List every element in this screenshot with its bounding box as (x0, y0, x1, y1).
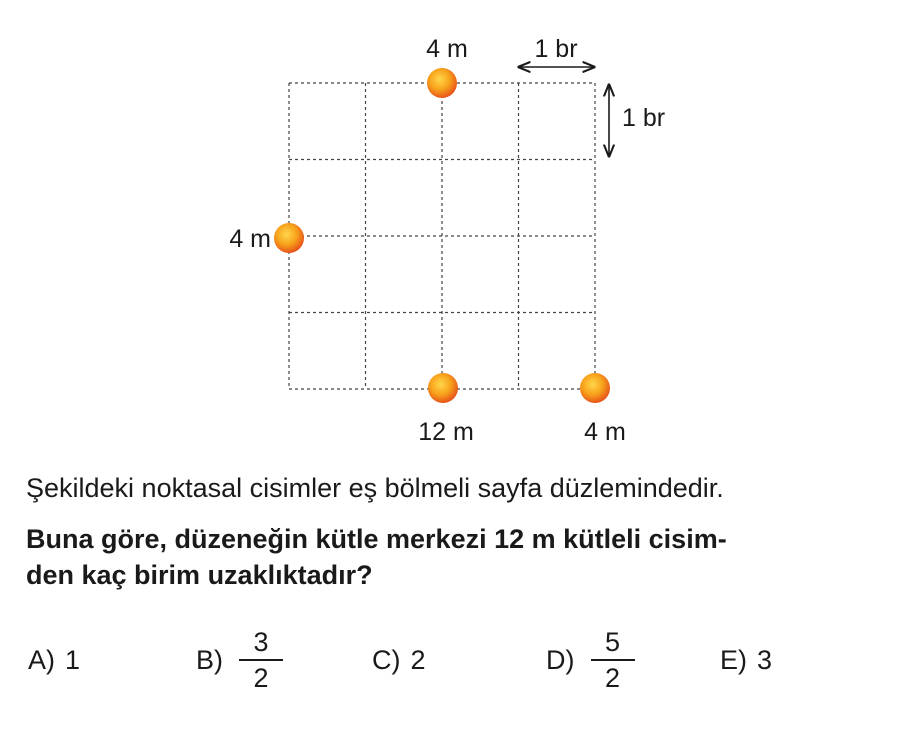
option-letter: A) (28, 644, 55, 675)
option-letter: D) (546, 644, 575, 675)
option-value: 3 (757, 644, 773, 675)
fraction-denominator: 2 (253, 663, 269, 693)
answer-options (0, 620, 899, 700)
option-a[interactable] (28, 620, 80, 700)
option-fraction (591, 627, 635, 693)
mass-ball (274, 223, 304, 253)
fraction-numerator: 3 (253, 627, 269, 657)
mass-left (229, 223, 304, 253)
option-letter: E) (720, 644, 747, 675)
option-c[interactable] (372, 620, 426, 700)
mass-top (426, 35, 468, 98)
option-value: 2 (410, 644, 426, 675)
mass-label: 4 m (229, 225, 271, 253)
mass-label: 4 m (584, 418, 626, 446)
question-line-2: den kaç birim uzaklıktadır? (26, 560, 373, 590)
question-line-1: Buna göre, düzeneğin kütle merkezi 12 m kütleli cisim- (26, 524, 727, 554)
problem-statement: Şekildeki noktasal cisimler eş bölmeli sayfa düzlemindedir. (26, 473, 724, 503)
vertical-scale-label: 1 br (622, 104, 666, 132)
option-fraction (239, 627, 283, 693)
mass-label: 12 m (418, 418, 474, 446)
vertical-unit-scale (609, 85, 665, 156)
option-b[interactable] (196, 620, 283, 700)
mass-ball (427, 68, 457, 98)
mass-bottom-center (418, 373, 474, 446)
mass-bottom-right (580, 373, 626, 446)
mass-ball (428, 373, 458, 403)
fraction-numerator: 5 (604, 627, 621, 657)
option-letter: B) (196, 644, 223, 675)
mass-ball (580, 373, 610, 403)
horizontal-scale-label: 1 br (534, 35, 578, 63)
question-prompt (26, 521, 886, 593)
dashed-grid (289, 83, 595, 389)
option-e[interactable] (720, 620, 772, 700)
mass-label: 4 m (426, 35, 468, 63)
fraction-denominator: 2 (604, 663, 621, 693)
option-d[interactable] (546, 620, 635, 700)
horizontal-unit-scale (519, 35, 594, 67)
option-letter: C) (372, 644, 401, 675)
option-value: 1 (65, 644, 81, 675)
